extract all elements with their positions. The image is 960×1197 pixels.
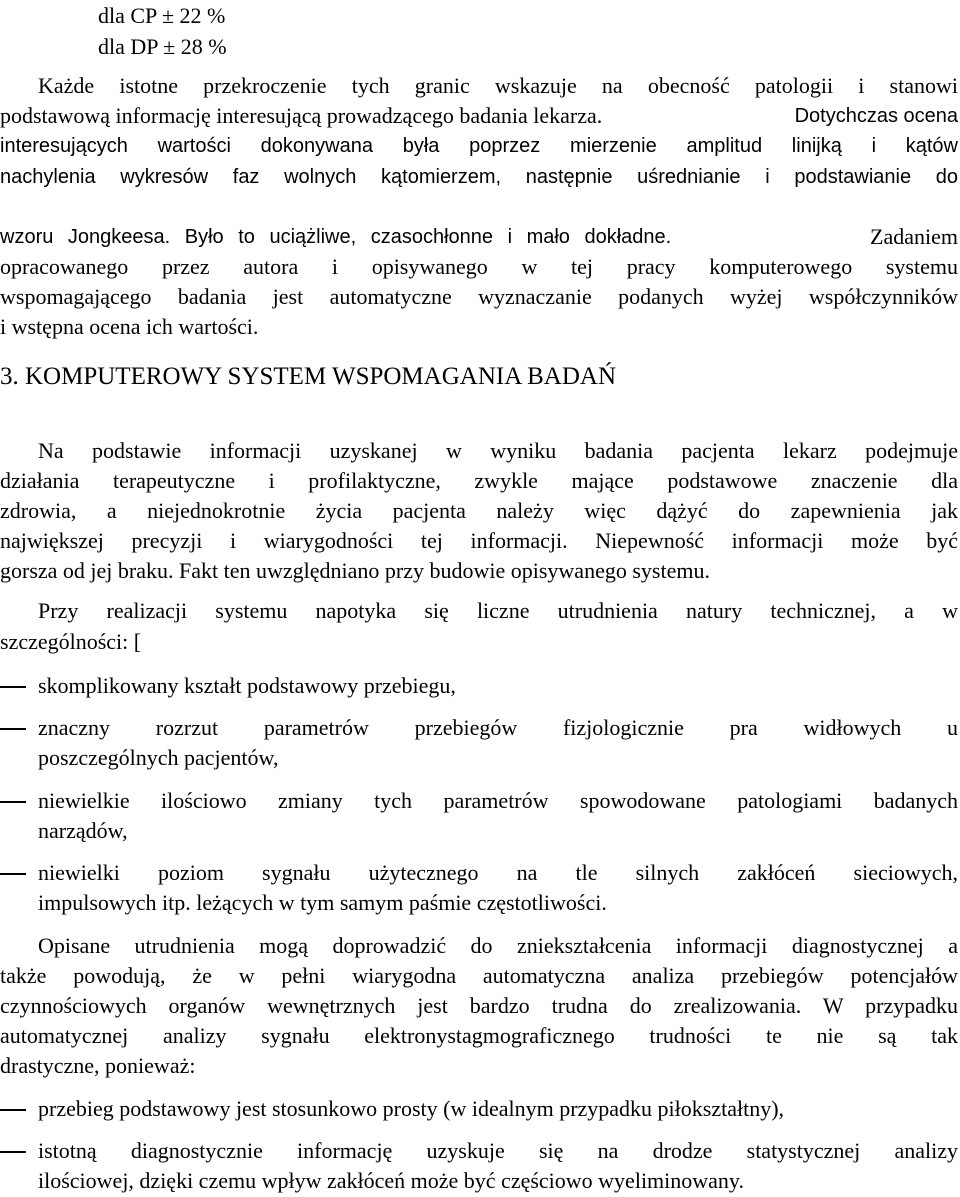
text-run: Dotychczas ocena — [794, 105, 958, 127]
paragraph-line: Każde istotne przekroczenie tych granic wskazuje na obecność patologii i stanowi — [38, 73, 958, 98]
paragraph-line: działania terapeutyczne i profilaktyczne, zwykle mające podstawowe znaczenie dla — [0, 468, 958, 493]
paragraph-line: czynnościowych organów wewnętrznych jest bardzo trudna do zrealizowania. W przypadku — [0, 993, 958, 1018]
paragraph-line: gorsza od jej braku. Fakt ten uwzględniano przy budowie opisywanego systemu. — [0, 558, 710, 583]
text-run: Zadaniem — [870, 224, 958, 249]
paragraph-line: interesujących wartości dokonywana była poprzez mierzenie amplitud linijką i kątów — [0, 135, 958, 157]
list-dash-icon — [0, 1109, 26, 1111]
paragraph-line — [0, 224, 958, 250]
list-item: skomplikowany kształt podstawowy przebiegu, — [38, 673, 456, 698]
list-item-continuation: ilościowej, dzięki czemu wpływ zakłóceń może być częściowo wyeliminowany. — [38, 1168, 744, 1193]
paragraph-line: wspomagającego badania jest automatyczne wyznaczanie podanych wyżej współczynników — [0, 284, 958, 309]
list-item: przebieg podstawowy jest stosunkowo prosty (w idealnym przypadku piłokształtny), — [38, 1096, 785, 1121]
list-item-continuation: impulsowych itp. leżących w tym samym paśmie częstotliwości. — [38, 890, 607, 915]
paragraph-line: Przy realizacji systemu napotyka się liczne utrudnienia natury technicznej, a w — [38, 598, 958, 623]
paragraph-line — [0, 103, 958, 129]
list-item: istotną diagnostycznie informację uzyskuje się na drodze statystycznej analizy — [38, 1138, 958, 1163]
paragraph-line: zdrowia, a niejednokrotnie życia pacjenta należy więc dążyć do zapewnienia jak — [0, 498, 958, 523]
list-dash-icon — [0, 728, 26, 730]
paragraph-line: nachylenia wykresów faz wolnych kątomierzem, następnie uśrednianie i podstawianie do — [0, 166, 958, 188]
list-item-continuation: poszczególnych pacjentów, — [38, 745, 279, 770]
text-line: dla CP ± 22 % — [98, 3, 226, 28]
paragraph-line: szczególności: [ — [0, 629, 142, 654]
paragraph-line: największej precyzji i wiarygodności tej informacji. Niepewność informacji może być — [0, 528, 958, 553]
list-dash-icon — [0, 1151, 26, 1153]
text-run: wzoru Jongkeesa. Było to uciążliwe, czasochłonne i mało dokładne. — [0, 226, 672, 248]
list-item: niewielkie ilościowo zmiany tych parametrów spowodowane patologiami badanych — [38, 788, 958, 813]
list-item: znaczny rozrzut parametrów przebiegów fizjologicznie pra widłowych u — [38, 715, 958, 740]
paragraph-line: automatycznej analizy sygnału elektronystagmograficznego trudności te nie są tak — [0, 1023, 958, 1048]
list-dash-icon — [0, 873, 26, 875]
text-line: dla DP ± 28 % — [98, 34, 227, 59]
paragraph-line: Opisane utrudnienia mogą doprowadzić do zniekształcenia informacji diagnostycznej a — [38, 933, 958, 958]
paragraph-line: opracowanego przez autora i opisywanego w tej pracy komputerowego systemu — [0, 254, 958, 279]
list-dash-icon — [0, 686, 26, 688]
list-dash-icon — [0, 801, 26, 803]
list-item: niewielki poziom sygnału użytecznego na tle silnych zakłóceń sieciowych, — [38, 860, 958, 885]
paragraph-line: także powodują, że w pełni wiarygodna automatyczna analiza przebiegów potencjałów — [0, 963, 958, 988]
paragraph-line: drastyczne, ponieważ: — [0, 1053, 196, 1078]
list-item-continuation: narządów, — [38, 818, 128, 843]
section-heading: 3. KOMPUTEROWY SYSTEM WSPOMAGANIA BADAŃ — [0, 363, 617, 390]
paragraph-line: Na podstawie informacji uzyskanej w wyniku badania pacjenta lekarz podejmuje — [38, 438, 958, 463]
paragraph-line: i wstępna ocena ich wartości. — [0, 314, 259, 339]
text-run: podstawową informację interesującą prowadzącego badania lekarza. — [0, 103, 603, 128]
